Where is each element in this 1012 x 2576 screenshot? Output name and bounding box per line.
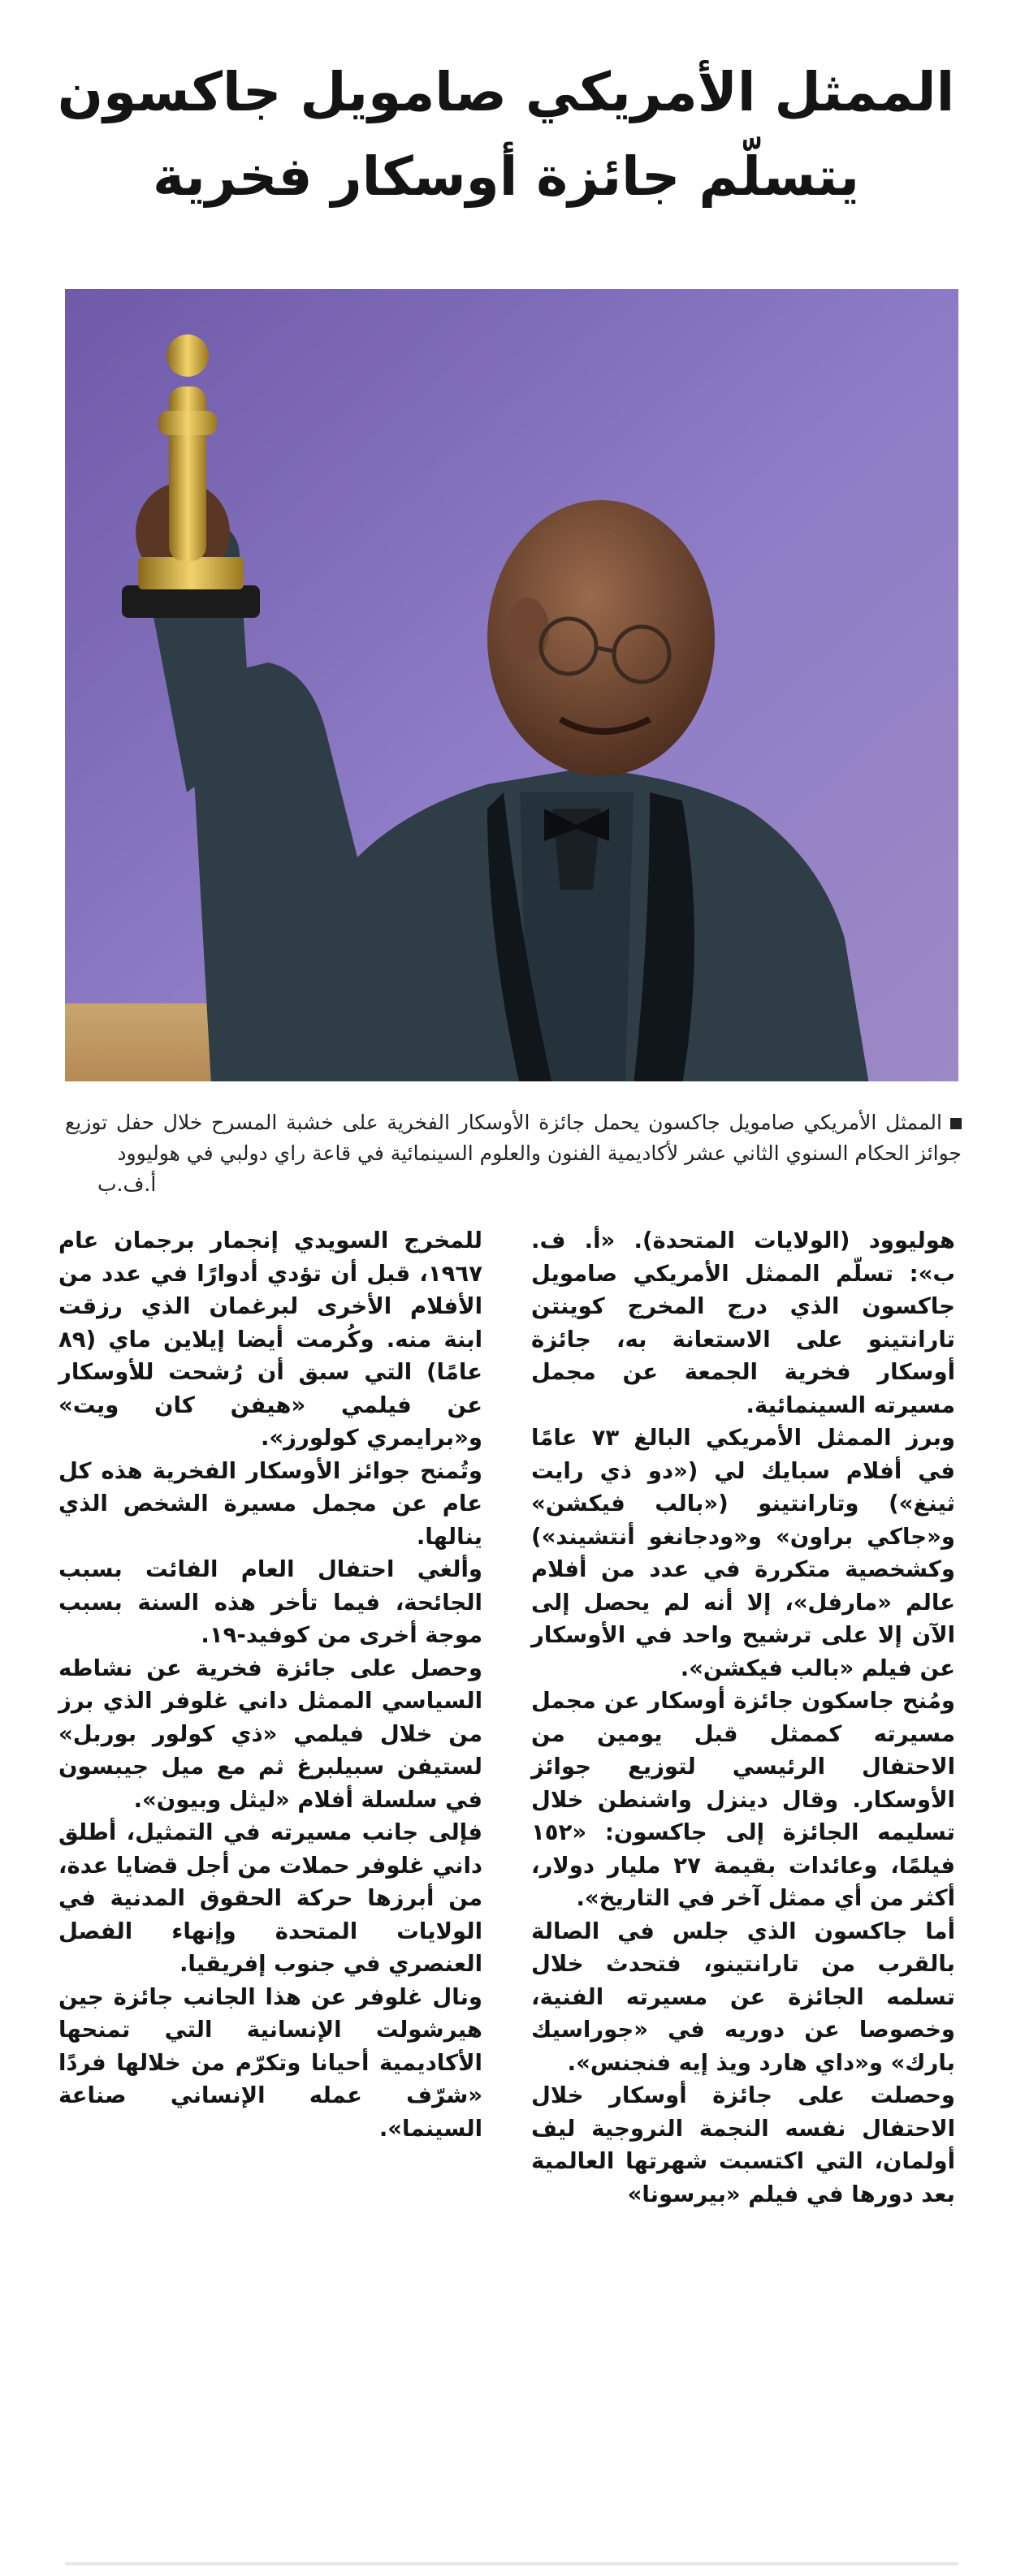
photo-caption [65,1107,962,1200]
caption-marker-icon [950,1118,962,1129]
headline-line-2: يتسلّم جائزة أوسكار فخرية [152,145,860,208]
article-column-right [531,1224,955,2556]
caption-text: الممثل الأمريكي صامويل جاكسون يحمل جائزة الأوسكار الفخرية على خشبة المسرح خلال حفل توزيع جوائز الحكام السنوي الثاني عشر لأكاديمية الفنون والعلوم السينمائية في قاعة راي دولبي في هوليوود [65,1111,962,1165]
article-headline [49,50,963,219]
paragraph: ونال غلوفر عن هذا الجانب جائزة جين هيرشولت الإنسانية التي تمنحها الأكاديمية أحيانا وتكرّم من خلالها فردًا «شرّف عمله الإنساني صناعة السينما». [58,1983,482,2142]
article-photo [65,289,958,1081]
paragraph: وحصل على جائزة فخرية عن نشاطه السياسي الممثل داني غلوفر الذي برز من خلال فيلمي «ذي كولور بوربل» لستيفن سبيلبرغ ثم مع ميل جيبسون في سلسلة أفلام «ليثل وبيون». [58,1655,482,1813]
article-body [58,1224,955,2556]
paragraph: ومُنح جاسكون جائزة أوسكار عن مجمل مسيرته كممثل قبل يومين من الاحتفال الرئيسي لتوزيع جوائز الأوسكار. وقال دينزل واشنطن خلال تسليمه الجائزة إلى جاكسون: «١٥٢ فيلمًا، وعائدات بقيمة ٢٧ مليار دولار، أكثر من أي ممثل آخر في التاريخ». [531,1688,956,1911]
article-column-left [58,1224,482,2556]
paragraph: وحصلت على جائزة أوسكار خلال الاحتفال نفسه النجمة النروجية ليف أولمان، التي اكتسبت شهرتها العالمية بعد دورها في فيلم «بيرسونا» [531,2082,955,2207]
paragraph: للمخرج السويدي إنجمار برجمان عام ١٩٦٧، قبل أن تؤدي أدوارًا في عدد من الأفلام الأخرى لبرغمان الذي رزقت ابنة منه. وكُرمت أيضا إيلاين ماي (٨٩ عامًا) التي سبق أن رُشحت للأوسكار عن فيلمي «هيفن كان ويت» و«برايمري كولورز». [58,1228,482,1451]
page-bottom-rule [65,2562,958,2565]
headline-line-1: الممثل الأمريكي صامويل جاكسون [57,61,955,123]
caption-credit: أ.ف.ب [97,1172,157,1196]
paragraph: هوليوود (الولايات المتحدة). «أ. ف. ب»: تسلّم الممثل الأمريكي صامويل جاكسون الذي درج المخرج كوينتن تارانتينو على الاستعانة به، جائزة أوسكار فخرية الجمعة عن مجمل مسيرته السينمائية. [531,1228,955,1418]
oscar-statuette-photo [65,289,958,1081]
paragraph: وألغي احتفال العام الفائت بسبب الجائحة، فيما تأخر هذه السنة بسبب موجة أخرى من كوفيد-١٩. [58,1556,482,1648]
paragraph: وبرز الممثل الأمريكي البالغ ٧٣ عامًا في أفلام سبايك لي («دو ذي رايت ثينغ») وتارانتينو («بالب فيكشن» و«جاكي براون» و«ودجانغو أنتشيند») وكشخصية متكررة في عدد من أفلام عالم «مارفل»، إلا أنه لم يحصل إلى الآن إلا على ترشيح واحد في الأوسكار عن فيلم «بالب فيكشن». [531,1425,955,1681]
paragraph: أما جاكسون الذي جلس في الصالة بالقرب من تارانتينو، فتحدث خلال تسلمه الجائزة عن مسيرته الفنية، وخصوصا عن دوريه في «جوراسيك بارك» و«داي هارد ويذ إيه فنجنس». [531,1918,955,2076]
paragraph: وتُمنح جوائز الأوسكار الفخرية هذه كل عام عن مجمل مسيرة الشخص الذي ينالها. [58,1457,482,1550]
paragraph: فإلى جانب مسيرته في التمثيل، أطلق داني غلوفر حملات من أجل قضايا عدة، من أبرزها حركة الحقوق المدنية في الولايات المتحدة وإنهاء الفصل العنصري في جنوب إفريقيا. [58,1819,482,1977]
